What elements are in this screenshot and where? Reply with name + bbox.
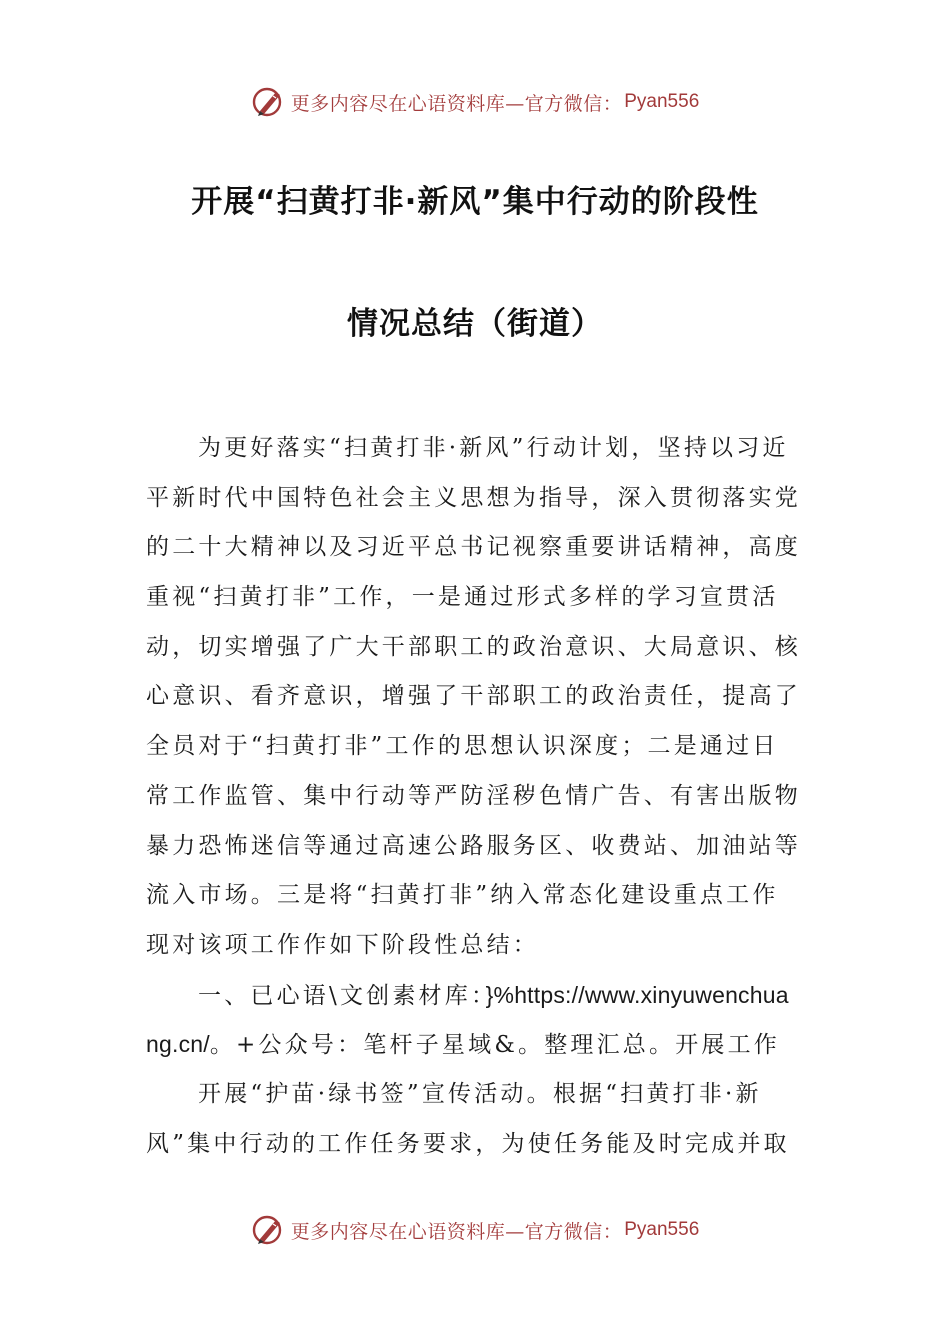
body-line: 现对该项工作作如下阶段性总结： <box>146 931 539 958</box>
body-line: 常工作监管、集中行动等严防淫秽色情广告、有害出版物 <box>146 782 801 809</box>
pen-logo-icon <box>251 84 287 120</box>
pen-logo-icon <box>251 1212 287 1248</box>
watermark-banner-bottom <box>0 1210 950 1250</box>
watermark-banner-top <box>0 82 950 122</box>
body-line: 流入市场。三是将“扫黄打非”纳入常态化建设重点工作 <box>146 882 779 909</box>
section-heading-line <box>146 971 806 1021</box>
body-line: 全员对于“扫黄打非”工作的思想认识深度；二是通过日 <box>146 733 779 760</box>
body-line: 平新时代中国特色社会主义思想为指导，深入贯彻落实党 <box>146 484 801 511</box>
body-line: 的二十大精神以及习近平总书记视察重要讲话精神，高度 <box>146 534 801 561</box>
section-url-part1: }%https://www.xinyuwenchua <box>485 981 789 1008</box>
body-line: 动，切实增强了广大干部职工的政治意识、大局意识、核 <box>146 633 801 660</box>
body-line: 重视“扫黄打非”工作，一是通过形式多样的学习宣贯活 <box>146 584 779 611</box>
section-prefix: 一、已心语\文创素材库： <box>198 982 486 1009</box>
watermark-text: 更多内容尽在心语资料库—官方微信： <box>290 1220 623 1243</box>
watermark-wechat-id: Pyan556 <box>624 1219 700 1240</box>
body-line: 开展“护苗·绿书签”宣传活动。根据“扫黄打非·新 <box>198 1080 762 1107</box>
body-line: 风”集中行动的工作任务要求，为使任务能及时完成并取 <box>146 1130 790 1157</box>
section-url-part2: ng.cn/ <box>146 1031 210 1058</box>
watermark-text: 更多内容尽在心语资料库—官方微信： <box>290 92 623 115</box>
body-line: 心意识、看齐意识，增强了干部职工的政治责任，提高了 <box>146 683 801 710</box>
section-suffix: 。+公众号：笔杆子星域&。整理汇总。开展工作 <box>209 1032 781 1059</box>
document-body <box>146 424 806 1169</box>
body-line: 暴力恐怖迷信等通过高速公路服务区、收费站、加油站等 <box>146 832 801 859</box>
section-continuation-line <box>146 1020 806 1070</box>
body-line: 为更好落实“扫黄打非·新风”行动计划，坚持以习近 <box>198 435 789 461</box>
document-title-line-2: 情况总结（街道） <box>347 306 603 342</box>
watermark-wechat-id: Pyan556 <box>624 91 700 112</box>
document-title-line-1: 开展“扫黄打非·新风”集中行动的阶段性 <box>191 184 759 220</box>
